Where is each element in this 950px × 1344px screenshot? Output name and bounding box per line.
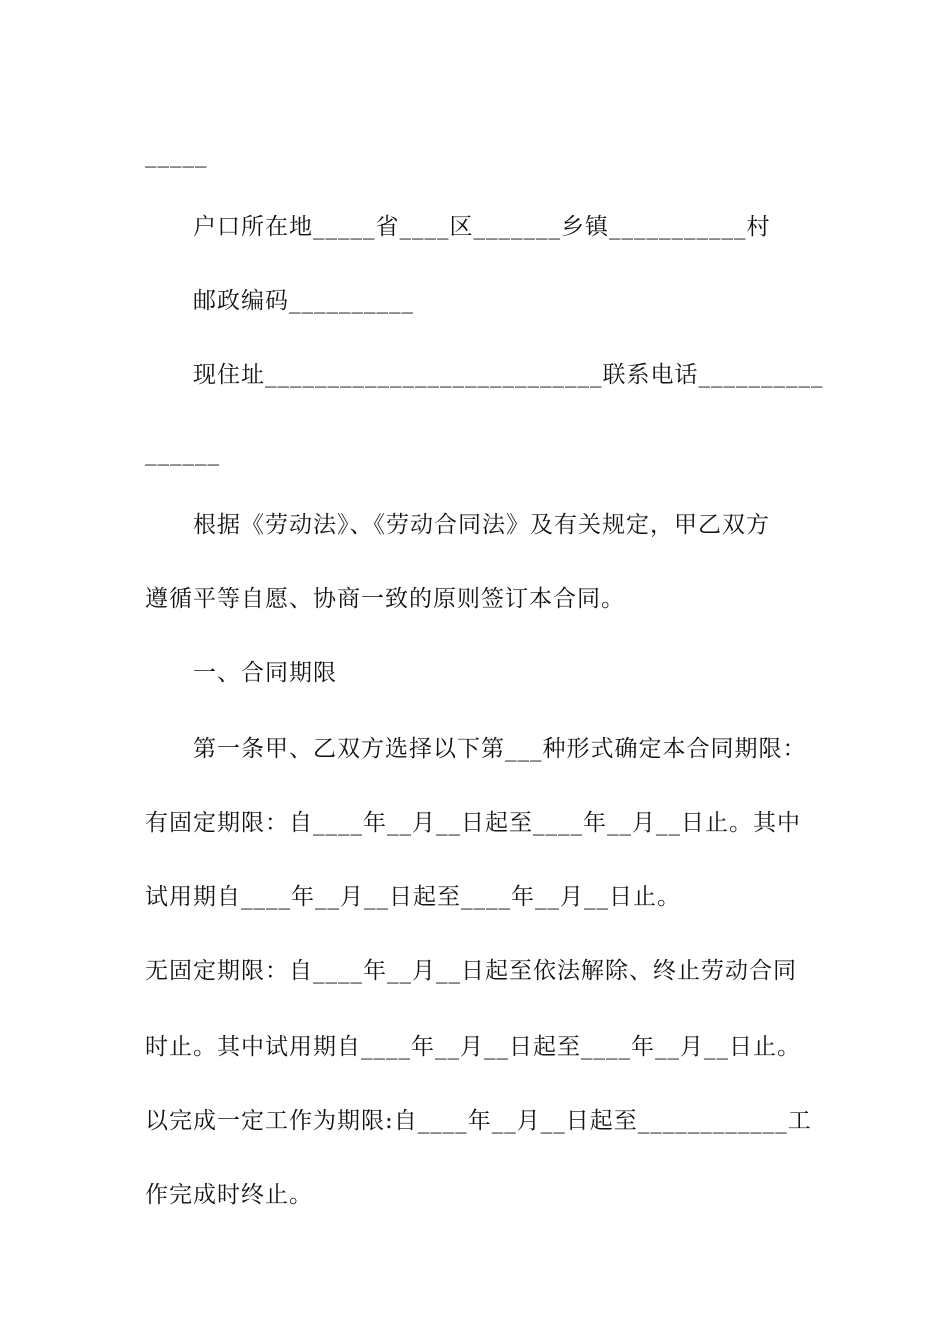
blank-line-continuation-2: ______ [145,440,220,466]
open-term-line-2: 时止。其中试用期自____年__月__日起至____年__月__日止。 [145,1034,801,1060]
article-one-line: 第一条甲、乙双方选择以下第___种形式确定本合同期限： [193,736,807,762]
section-heading-contract-term: 一、合同期限 [193,660,337,686]
household-registration-line: 户口所在地_____省____区_______乡镇___________村 [193,214,771,240]
task-term-line-1: 以完成一定工作为期限:自____年__月__日起至____________工 [145,1108,812,1134]
legal-basis-paragraph-line-2: 遵循平等自愿、协商一致的原则签订本合同。 [145,586,625,612]
fixed-term-line-2: 试用期自____年__月__日起至____年__月__日止。 [145,884,681,910]
fixed-term-line-1: 有固定期限：自____年__月__日起至____年__月__日止。其中 [145,810,801,836]
postal-code-line: 邮政编码__________ [193,288,414,314]
legal-basis-paragraph-line-1: 根据《劳动法》、《劳动合同法》及有关规定，甲乙双方 [193,512,770,538]
open-term-line-1: 无固定期限：自____年__月__日起至依法解除、终止劳动合同 [145,958,797,984]
blank-line-continuation: _____ [145,142,208,168]
current-address-line: 现住址___________________________联系电话__________ [193,362,824,388]
task-term-line-2: 作完成时终止。 [145,1182,313,1208]
